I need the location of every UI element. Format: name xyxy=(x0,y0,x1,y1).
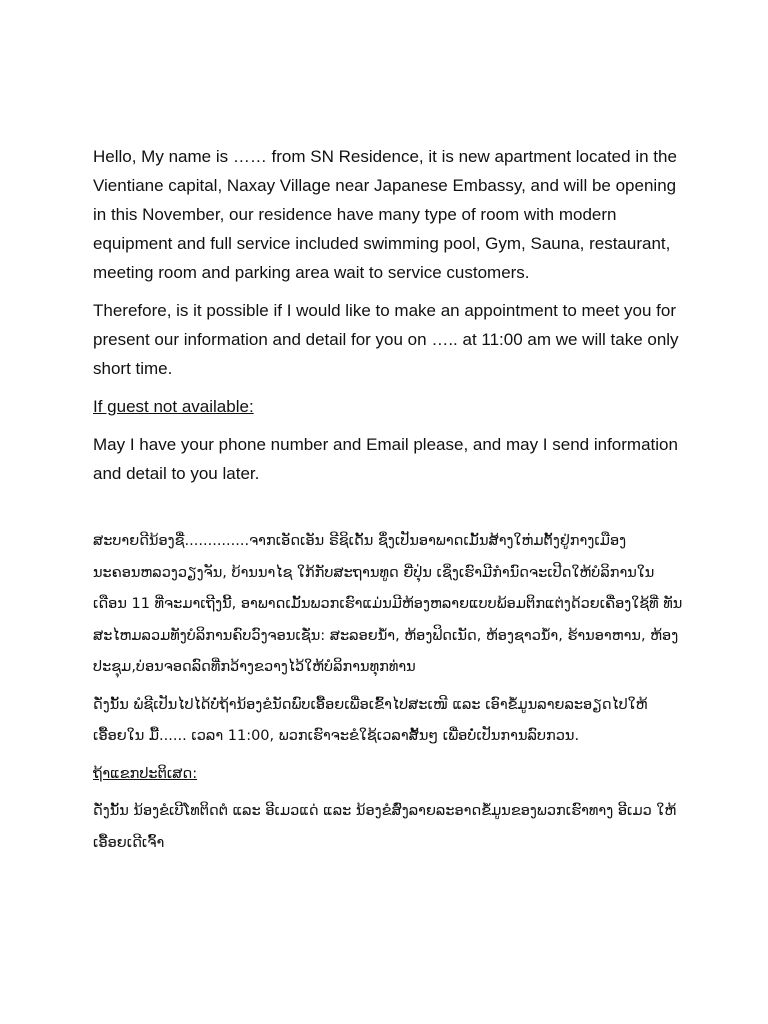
english-unavailable-heading: If guest not available: xyxy=(93,397,254,416)
document-body xyxy=(93,142,683,859)
lao-section xyxy=(93,526,683,859)
lao-unavailable-heading: ຖ້າແຂກປະຕິເສດ: xyxy=(93,765,198,782)
english-intro-paragraph: Hello, My name is …… from SN Residence, it is new apartment located in the Vientiane capital, Naxay Village near Japanese Embassy, and will be opening in this November, our residence have many type of room with modern equipment and full service included swimming pool, Gym, Sauna, restaurant, meeting room and parking area wait to service customers. xyxy=(93,147,677,282)
english-appointment-paragraph: Therefore, is it possible if I would like to make an appointment to meet you for present our information and detail for you on ….. at 11:00 am we will take only short time. xyxy=(93,301,679,378)
lao-appointment-paragraph: ດັ່ງນັ້ນ ພໍຊີເປັນໄປໄດ້ບໍ່ຖ້ານ້ອງຂໍນັດພົບເອື້ອຍເພື່ອເຂົ້າໄປສະເໜີ ແລະ ເອົາຂໍ້ມູນລາຍລະອຽດໄປໃຫ້ ເອື້ອຍໃນ ມື້...... ເວລາ 11:00, ພວກເຮົາຈະຂໍໃຊ້ເວລາສັ້ນໆ ເພື່ອບໍ່ເປັນການລົບກວນ. xyxy=(93,696,648,744)
english-section xyxy=(93,142,683,488)
lao-intro-paragraph: ສະບາຍດີນ້ອງຊື່..............ຈາກເອັດເອັນ ຣີຊິເດັ້ນ ຊຶ່ງເປັນອາພາດເມັ້ນສ້າງໃຫ່ມຕັ້ງຢູ່ກາງເມືອງ ນະຄອນຫລວງວຽງຈັນ, ບ້ານນາໄຊ ໃກ້ກັບສະຖານທູດ ຍີ່ປຸ່ນ ເຊິ່ງເຮົາມີກຳນົດຈະເປີດໃຫ້ບໍລິການໃນ ເດືອນ 11 ທີ່ຈະມາເຖີງນີ້, ອາພາດເມັ້ນພວກເຮົາແມ່ນມີຫ້ອງຫລາຍແບບພ້ອມຕິກແຕ່ງດ້ວຍເຄື່ອງໃຊ້ທີ່ ທັນສະໄຫມລວມທັງບໍລິການຄົບວົງຈອນເຊັ່ນ: ສະລອຍນ້ຳ, ຫ້ອງຟິດເນັດ, ຫ້ອງຊາວນ້ຳ, ຮ້ານອາຫານ, ຫ້ອງປະຊຸມ,ບ່ອນຈອດລົດທີ່ກວ້າງຂວາງໄວ້ໃຫ້ບໍລິການທຸກທ່ານ xyxy=(93,533,683,675)
english-contact-paragraph: May I have your phone number and Email please, and may I send information and detail to you later. xyxy=(93,435,678,483)
lao-contact-paragraph: ດັ່ງນັ້ນ ນ້ອງຂໍເບີໂທຕິດຕໍ ແລະ ອີເມວແດ່ ແລະ ນ້ອງຂໍສົ່ງລາຍລະອາດຂໍ້ມູນຂອງພວກເຮົາທາງ ອີເມວ ໃຫ້ເອື້ອຍເດີເຈົ້າ xyxy=(93,803,677,851)
